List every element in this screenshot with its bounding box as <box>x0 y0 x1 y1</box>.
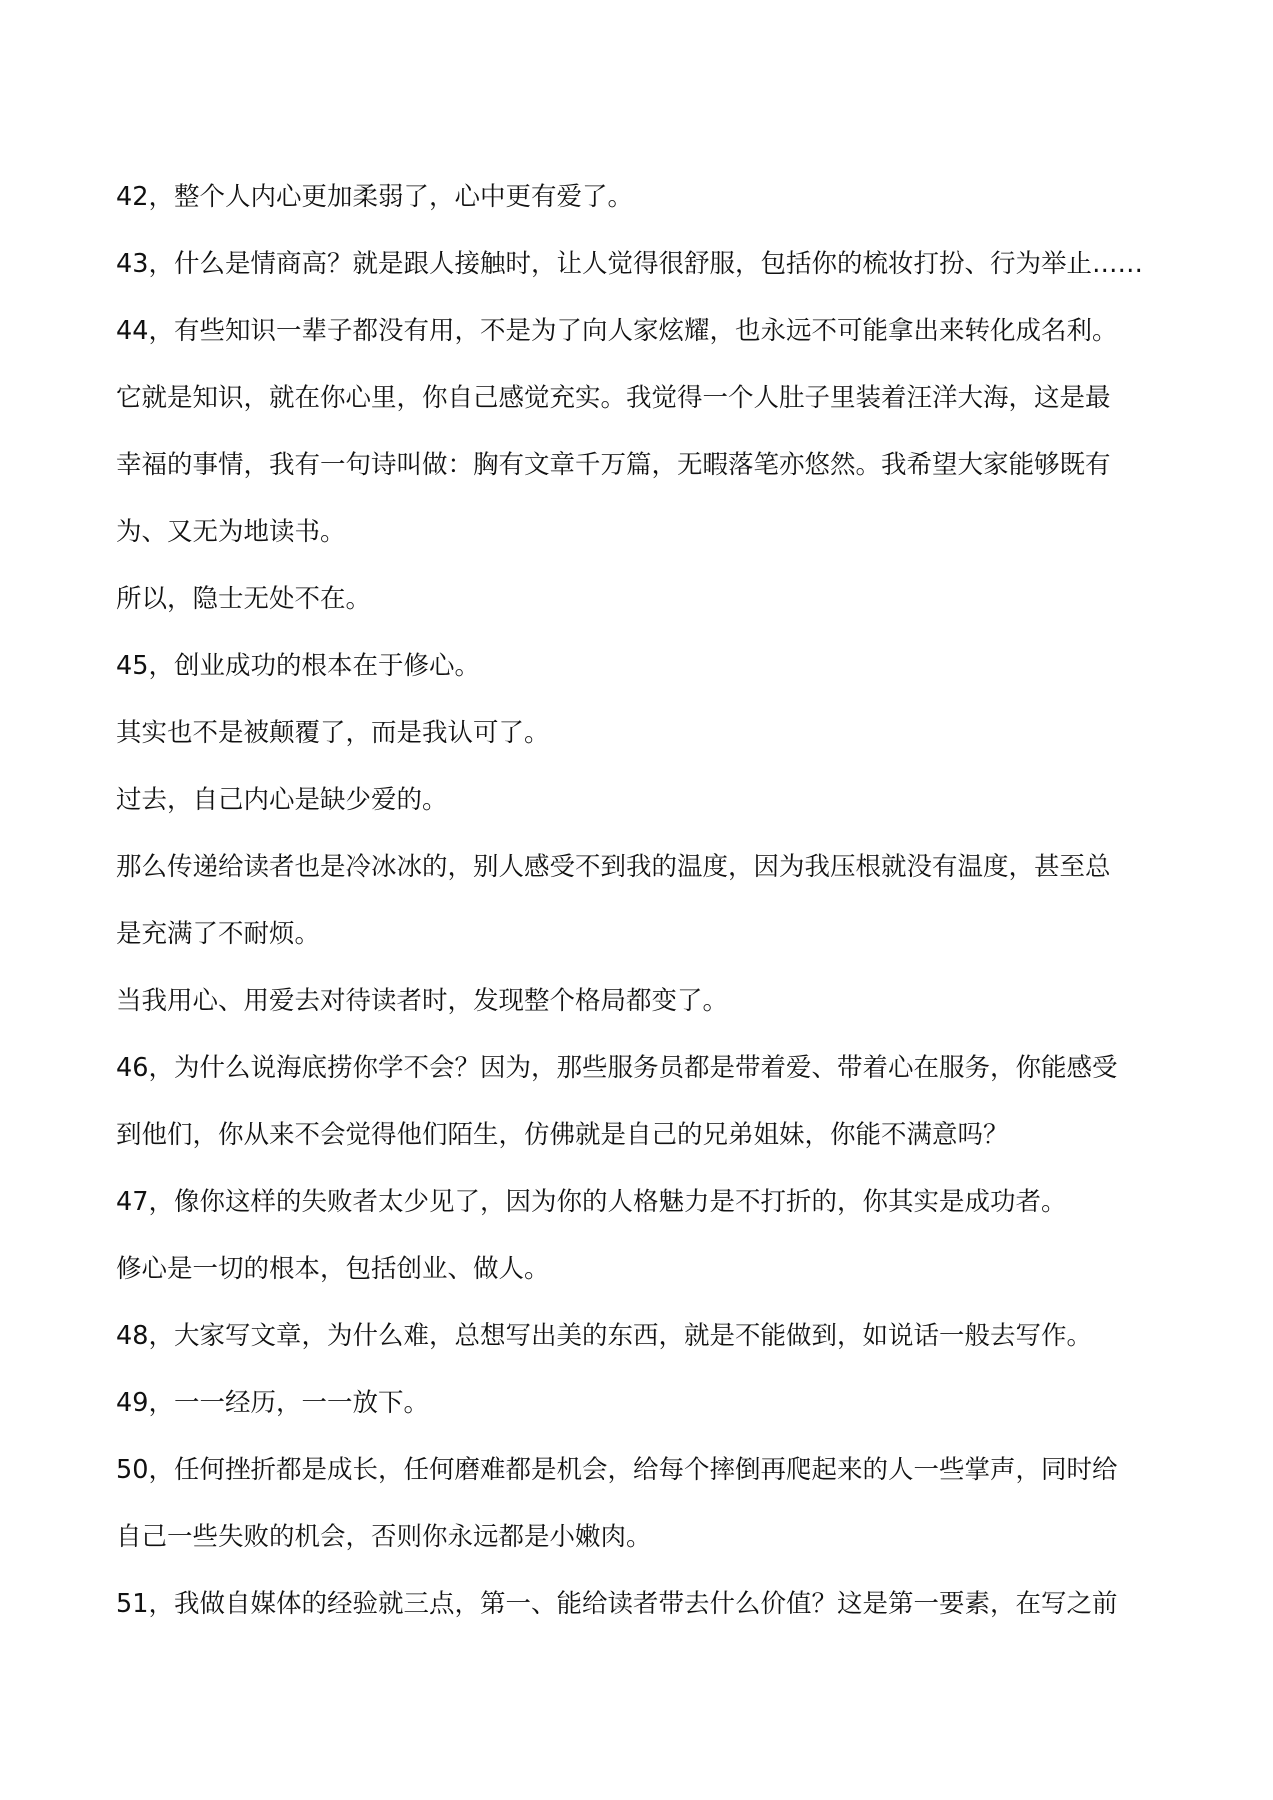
text-line: 那么传递给读者也是冷冰冰的，别人感受不到我的温度，因为我压根就没有温度，甚至总 <box>116 852 1111 882</box>
text-line: 过去，自己内心是缺少爱的。 <box>116 785 448 815</box>
text-line: 修心是一切的根本，包括创业、做人。 <box>116 1254 550 1284</box>
text-line: 到他们，你从来不会觉得他们陌生，仿佛就是自己的兄弟姐妹，你能不满意吗？ <box>116 1120 1009 1150</box>
text-line: 44，有些知识一辈子都没有用，不是为了向人家炫耀，也永远不可能拿出来转化成名利。 <box>116 316 1118 346</box>
text-line: 43，什么是情商高？就是跟人接触时，让人觉得很舒服，包括你的梳妆打扮、行为举止…… <box>116 249 1143 279</box>
text-line: 49，一一经历，一一放下。 <box>116 1388 429 1418</box>
text-line: 当我用心、用爱去对待读者时，发现整个格局都变了。 <box>116 986 729 1016</box>
text-line: 其实也不是被颠覆了，而是我认可了。 <box>116 718 550 748</box>
text-line: 为、又无为地读书。 <box>116 517 346 547</box>
text-line: 42，整个人内心更加柔弱了，心中更有爱了。 <box>116 182 633 212</box>
text-line: 幸福的事情，我有一句诗叫做：胸有文章千万篇，无暇落笔亦悠然。我希望大家能够既有 <box>116 450 1111 480</box>
text-line: 51，我做自媒体的经验就三点，第一、能给读者带去什么价值？这是第一要素，在写之前 <box>116 1589 1118 1619</box>
text-line: 50，任何挫折都是成长，任何磨难都是机会，给每个摔倒再爬起来的人一些掌声，同时给 <box>116 1455 1118 1485</box>
text-line: 45，创业成功的根本在于修心。 <box>116 651 480 681</box>
text-line: 所以，隐士无处不在。 <box>116 584 372 614</box>
text-line: 46，为什么说海底捞你学不会？因为，那些服务员都是带着爱、带着心在服务，你能感受 <box>116 1053 1118 1083</box>
text-line: 它就是知识，就在你心里，你自己感觉充实。我觉得一个人肚子里装着汪洋大海，这是最 <box>116 383 1111 413</box>
text-line: 48，大家写文章，为什么难，总想写出美的东西，就是不能做到，如说话一般去写作。 <box>116 1321 1092 1351</box>
text-line: 自己一些失败的机会，否则你永远都是小嫩肉。 <box>116 1522 652 1552</box>
text-line: 47，像你这样的失败者太少见了，因为你的人格魅力是不打折的，你其实是成功者。 <box>116 1187 1067 1217</box>
text-line: 是充满了不耐烦。 <box>116 919 321 949</box>
